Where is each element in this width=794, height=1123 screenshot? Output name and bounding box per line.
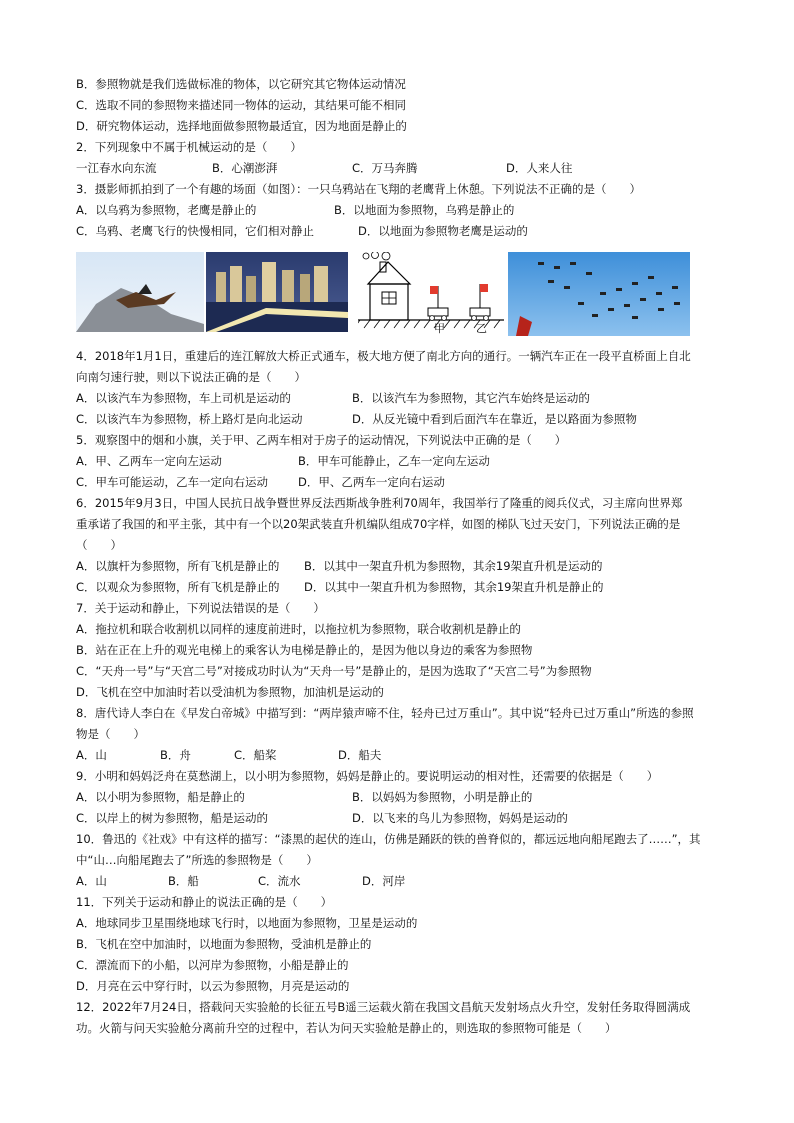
q10-stem-line1: 10．鲁迅的《社戏》中有这样的描写：“漆黑的起伏的连山，仿佛是踊跃的铁的兽脊似的，都远远地向船尾跑去了……”，其 [76, 832, 701, 846]
q2-option-c: C．万马奔腾 [352, 161, 418, 175]
q6-option-c: C．以观众为参照物，所有飞机是静止的 [76, 580, 280, 594]
q6-stem-line3: （ ） [76, 538, 122, 552]
q8-option-a: A．山 [76, 748, 107, 762]
q9-stem: 9．小明和妈妈泛舟在莫愁湖上，以小明为参照物，妈妈是静止的。要说明运动的相对性，还需要的依据是（ ） [76, 769, 659, 783]
q3-option-d: D．以地面为参照物老鹰是运动的 [358, 224, 528, 238]
q10-option-a: A．山 [76, 874, 107, 888]
q11-option-b: B．飞机在空中加油时，以地面为参照物，受油机是静止的 [76, 937, 372, 951]
q12-stem-line1: 12．2022年7月24日，搭载问天实验舱的长征五号B遥三运载火箭在我国文昌航天发射场点火升空，发射任务取得圆满成 [76, 1000, 691, 1014]
q1-option-c: C．选取不同的参照物来描述同一物体的运动，其结果可能不相同 [76, 98, 407, 112]
q2-option-a: 一江春水向东流 [76, 161, 157, 175]
q4-option-c: C．以该汽车为参照物，桥上路灯是向北运动 [76, 412, 303, 426]
q2-stem: 2．下列现象中不属于机械运动的是（ ） [76, 140, 302, 154]
q9-option-a: A．以小明为参照物，船是静止的 [76, 790, 245, 804]
q4-option-d: D．从反光镜中看到后面汽车在靠近，是以路面为参照物 [352, 412, 637, 426]
q5-option-c: C．甲车可能运动，乙车一定向右运动 [76, 475, 269, 489]
q8-option-c: C．船桨 [234, 748, 277, 762]
q2-option-b: B．心潮澎湃 [212, 161, 278, 175]
q6-stem-line2: 重承诺了我国的和平主张，其中有一个以20架武装直升机编队组成70字样，如图的梯队飞过天安门，下列说法正确的是 [76, 517, 681, 531]
q7-stem: 7．关于运动和静止，下列说法错误的是（ ） [76, 601, 325, 615]
q8-option-d: D．船夫 [338, 748, 382, 762]
q7-option-c: C．“天舟一号”与“天宫二号”对接成功时认为“天舟一号”是静止的，是因为选取了“天宫二号”为参照物 [76, 664, 592, 678]
q9-option-b: B．以妈妈为参照物，小明是静止的 [352, 790, 533, 804]
q8-stem-line1: 8．唐代诗人李白在《早发白帝城》中描写到：“两岸猿声啼不住，轻舟已过万重山”。其中说“轻舟已过万重山”所选的参照 [76, 706, 694, 720]
q8-stem-line2: 物是（ ） [76, 727, 145, 741]
q5-option-a: A．甲、乙两车一定向左运动 [76, 454, 222, 468]
helicopter-formation-photo [508, 252, 690, 336]
q3-option-a: A．以乌鸦为参照物，老鹰是静止的 [76, 203, 257, 217]
q10-stem-line2: 中“山…向船尾跑去了”所选的参照物是（ ） [76, 853, 318, 867]
q10-option-c: C．流水 [258, 874, 301, 888]
figure-row [76, 252, 696, 336]
car-label-yi: 乙 [476, 322, 487, 335]
q6-option-b: B．以其中一架直升机为参照物，其余19架直升机是运动的 [304, 559, 603, 573]
q7-option-b: B．站在正在上升的观光电梯上的乘客认为电梯是静止的，是因为他以身边的乘客为参照物 [76, 643, 533, 657]
q11-option-a: A．地球同步卫星围绕地球飞行时，以地面为参照物，卫星是运动的 [76, 916, 418, 930]
crow-on-eagle-photo [76, 252, 204, 332]
q10-option-b: B．船 [168, 874, 199, 888]
q6-stem-line1: 6．2015年9月3日，中国人民抗日战争暨世界反法西斯战争胜利70周年，我国举行了隆重的阅兵仪式，习主席向世界郑 [76, 496, 683, 510]
q3-stem: 3．摄影师抓拍到了一个有趣的场面（如图）：一只乌鸦站在飞翔的老鹰背上休憩。下列说法不正确的是（ ） [76, 182, 642, 196]
q9-option-c: C．以岸上的树为参照物，船是运动的 [76, 811, 269, 825]
q6-option-d: D．以其中一架直升机为参照物，其余19架直升机是静止的 [304, 580, 604, 594]
q11-option-d: D．月亮在云中穿行时，以云为参照物，月亮是运动的 [76, 979, 350, 993]
q4-option-a: A．以该汽车为参照物，车上司机是运动的 [76, 391, 291, 405]
q3-option-b: B．以地面为参照物，乌鸦是静止的 [334, 203, 515, 217]
q6-option-a: A．以旗杆为参照物，所有飞机是静止的 [76, 559, 280, 573]
q12-stem-line2: 功。火箭与问天实验舱分离前升空的过程中，若认为问天实验舱是静止的，则选取的参照物可能是（ ） [76, 1021, 617, 1035]
q4-stem-line1: 4．2018年1月1日，重建后的连江解放大桥正式通车，极大地方便了南北方向的通行。一辆汽车正在一段平直桥面上自北 [76, 349, 691, 363]
q7-option-a: A．拖拉机和联合收割机以同样的速度前进时，以拖拉机为参照物，联合收割机是静止的 [76, 622, 521, 636]
q11-option-c: C．漂流而下的小船，以河岸为参照物，小船是静止的 [76, 958, 349, 972]
q2-option-d: D．人来人往 [506, 161, 573, 175]
bridge-night-photo [206, 252, 348, 332]
house-cars-diagram [358, 252, 504, 336]
q10-option-d: D．河岸 [362, 874, 406, 888]
q3-option-c: C．乌鸦、老鹰飞行的快慢相同，它们相对静止 [76, 224, 315, 238]
q1-option-d: D．研究物体运动，选择地面做参照物最适宜，因为地面是静止的 [76, 119, 407, 133]
q7-option-d: D．飞机在空中加油时若以受油机为参照物，加油机是运动的 [76, 685, 384, 699]
q5-stem: 5．观察图中的烟和小旗，关于甲、乙两车相对于房子的运动情况，下列说法中正确的是（ ） [76, 433, 567, 447]
q4-stem-line2: 向南匀速行驶，则以下说法正确的是（ ） [76, 370, 306, 384]
q11-stem: 11．下列关于运动和静止的说法正确的是（ ） [76, 895, 333, 909]
q5-option-b: B．甲车可能静止，乙车一定向左运动 [298, 454, 490, 468]
q5-option-d: D．甲、乙两车一定向右运动 [298, 475, 445, 489]
car-label-jia: 甲 [434, 322, 445, 335]
q1-option-b: B．参照物就是我们选做标准的物体，以它研究其它物体运动情况 [76, 77, 406, 91]
q9-option-d: D．以飞来的鸟儿为参照物，妈妈是运动的 [352, 811, 568, 825]
q8-option-b: B．舟 [160, 748, 191, 762]
q4-option-b: B．以该汽车为参照物，其它汽车始终是运动的 [352, 391, 590, 405]
